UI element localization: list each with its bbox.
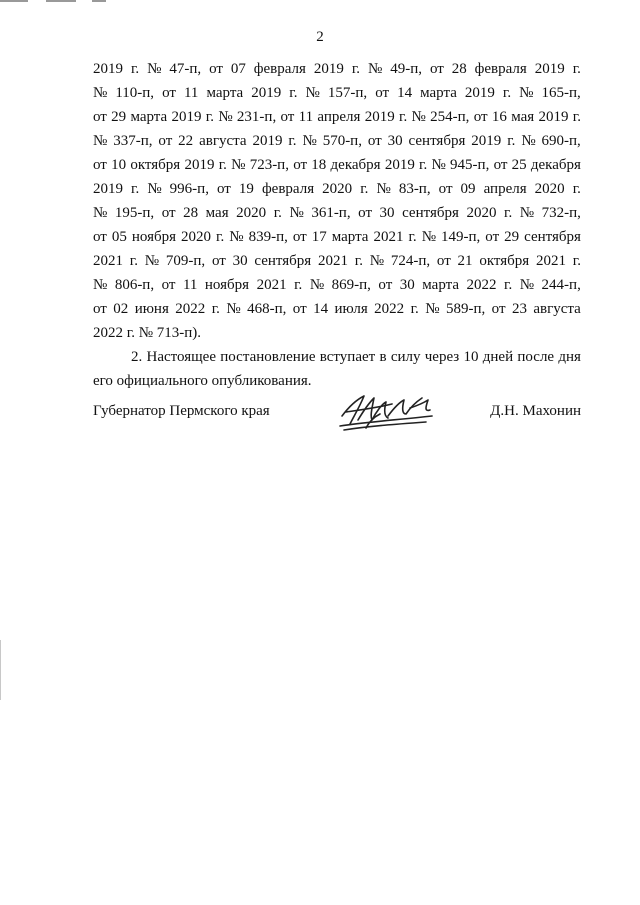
text-word: февраля (253, 61, 306, 77)
text-word: от (161, 277, 176, 293)
text-word: г. (211, 301, 220, 317)
text-word: 2020 (236, 205, 267, 221)
text-word: мая (205, 205, 229, 221)
text-word: 2019 (252, 133, 283, 149)
text-word: 17 (311, 229, 327, 245)
text-word: сентября (408, 133, 466, 149)
text-word: 337-п, (113, 133, 153, 149)
text-word: г. (351, 61, 361, 77)
text-word: марта (331, 229, 369, 245)
text-word: 2021 (256, 277, 287, 293)
text-word: от (93, 301, 107, 317)
text-word: февраля (474, 61, 527, 77)
text-word: 2019 (384, 157, 415, 173)
text-word: 361-п, (311, 205, 351, 221)
text-word: 2022 г. № 713-п). (93, 325, 202, 341)
text-word: 16 (491, 109, 507, 125)
text-word: 996-п, (169, 181, 209, 197)
text-word: 2022 (175, 301, 206, 317)
text-word: марта (422, 277, 460, 293)
text-word: от (429, 61, 444, 77)
text-word: 2022 (374, 301, 405, 317)
text-word: № (521, 133, 536, 149)
text-word: 25 (511, 157, 527, 173)
text-word: № (309, 277, 325, 293)
text-word: от (491, 301, 506, 317)
text-word: 2019 (93, 181, 123, 197)
text-word: в (379, 349, 387, 365)
text-line (93, 249, 581, 273)
text-word: августа (533, 301, 581, 317)
text-line (93, 153, 581, 177)
text-word: от (93, 109, 107, 125)
text-word: № (369, 253, 385, 269)
text-word: от (378, 277, 393, 293)
text-word: 2020 (466, 205, 497, 221)
text-word: 724-п, (390, 253, 431, 269)
text-word: 18 (311, 157, 327, 173)
text-word: от (436, 253, 451, 269)
text-word: 165-п, (541, 85, 581, 101)
text-word: от (292, 301, 307, 317)
text-word: от (93, 229, 107, 245)
text-word: 2019 (251, 85, 282, 101)
signer-name: Д.Н. Махонин (490, 403, 581, 419)
text-word: вступает (319, 349, 376, 365)
text-word: от (280, 109, 295, 125)
text-word: дней (482, 349, 514, 365)
text-word: 2019 (538, 109, 569, 125)
text-word: декабря (330, 157, 381, 173)
text-word: сентября (402, 205, 459, 221)
text-word: № (218, 109, 233, 125)
text-word: 11 (298, 109, 314, 125)
text-word: 19 (238, 181, 254, 197)
scan-artifact-top (0, 0, 28, 2)
text-word: 11 (183, 85, 199, 101)
text-line (93, 225, 581, 249)
text-word: 2021 (536, 253, 566, 269)
text-word: 723-п, (249, 157, 289, 173)
text-word: г. (572, 253, 581, 269)
text-word: Настоящее (146, 349, 217, 365)
text-word: 2019 (313, 61, 344, 77)
text-word: 30 (387, 133, 403, 149)
text-word: г. (294, 277, 303, 293)
text-word: 83-п, (398, 181, 431, 197)
text-word: от (217, 181, 231, 197)
text-word: 231-п, (236, 109, 277, 125)
text-word: от (438, 181, 453, 197)
text-word: 10 (111, 157, 127, 173)
text-word: 709-п, (165, 253, 206, 269)
text-word: 468-п, (247, 301, 287, 317)
text-word: 47-п, (169, 61, 202, 77)
text-word: 110-п, (115, 85, 155, 101)
text-word: № (367, 61, 383, 77)
text-word: г. (354, 253, 363, 269)
text-word: декабря (530, 157, 581, 173)
text-word: марта (130, 109, 168, 125)
text-word: 2019 (184, 157, 215, 173)
text-line (93, 201, 581, 225)
text-word: от (211, 253, 226, 269)
document-body (93, 57, 581, 393)
text-word: № (93, 85, 108, 101)
text-word: 149-п, (441, 229, 481, 245)
text-word: 839-п, (248, 229, 288, 245)
text-word: после (517, 349, 555, 365)
text-line (93, 297, 581, 321)
signer-title: Губернатор Пермского края (93, 403, 270, 419)
text-line (93, 105, 581, 129)
text-line (93, 273, 581, 297)
text-word: 49-п, (390, 61, 422, 77)
text-word: г. (410, 301, 419, 317)
text-word: октября (130, 157, 181, 173)
text-word: апреля (483, 181, 527, 197)
text-word: силу (390, 349, 421, 365)
text-word: от (473, 109, 488, 125)
text-word: 02 (113, 301, 129, 317)
text-word: г. (130, 61, 140, 77)
text-word: 945-п, (450, 157, 490, 173)
text-word: № (93, 133, 108, 149)
text-word: 30 (399, 277, 415, 293)
text-word: № (93, 205, 108, 221)
text-word: № (93, 277, 108, 293)
text-word: июня (134, 301, 169, 317)
text-line (93, 345, 581, 369)
text-word: № (147, 61, 162, 77)
text-word: 30 (232, 253, 248, 269)
text-word: 22 (178, 133, 194, 149)
text-word: от (293, 157, 308, 173)
text-word: 2020 (181, 229, 212, 245)
text-word: 570-п, (322, 133, 362, 149)
text-word: июля (334, 301, 368, 317)
scan-artifact-top (92, 0, 106, 2)
text-word: г. (399, 109, 408, 125)
text-line (93, 129, 581, 153)
text-word: 589-п, (445, 301, 486, 317)
text-word: 23 (511, 301, 527, 317)
text-word: ноября (131, 229, 177, 245)
text-word: апреля (317, 109, 361, 125)
text-word: № (231, 157, 246, 173)
text-word: 14 (397, 85, 413, 101)
text-word: от (161, 205, 176, 221)
text-word: № (147, 181, 162, 197)
text-word: 28 (451, 61, 467, 77)
text-word: от (367, 133, 382, 149)
text-word: августа (199, 133, 247, 149)
text-word: № (229, 229, 244, 245)
text-word: 2019 (364, 109, 395, 125)
text-line (93, 81, 581, 105)
text-word: от (162, 85, 176, 101)
text-word: 2019 (464, 85, 495, 101)
text-word: 2019 (171, 109, 202, 125)
handwritten-signature (336, 386, 436, 436)
text-word: от (292, 229, 307, 245)
text-word: сентября (524, 229, 581, 245)
text-word: 2020 (322, 181, 353, 197)
text-word: от (209, 61, 223, 77)
text-word: от (375, 85, 390, 101)
text-word: № (302, 133, 317, 149)
text-word: 09 (460, 181, 476, 197)
text-word: г. (273, 205, 282, 221)
text-word: г. (507, 133, 516, 149)
text-word: 21 (457, 253, 473, 269)
text-word: от (485, 229, 500, 245)
text-word: № (411, 109, 426, 125)
text-word: 10 (463, 349, 479, 365)
text-word: 869-п, (331, 277, 371, 293)
text-word: 2021 (317, 253, 348, 269)
text-word: 732-п, (541, 205, 581, 221)
text-word: № (289, 205, 304, 221)
text-word: постановление (220, 349, 316, 365)
text-word: г. (289, 85, 298, 101)
text-word: № (144, 253, 160, 269)
text-line (93, 57, 581, 81)
text-word: 157-п, (327, 85, 368, 101)
text-word: г. (205, 109, 215, 125)
text-word: февраля (261, 181, 315, 197)
text-word: 2021 (373, 229, 404, 245)
text-word: № (376, 181, 391, 197)
text-word: 29 (504, 229, 520, 245)
scan-artifact-top (46, 0, 76, 2)
text-word: от (493, 157, 508, 173)
text-word: г. (504, 277, 513, 293)
text-word: г. (129, 253, 138, 269)
text-word: № (519, 277, 535, 293)
text-word: № (305, 85, 320, 101)
text-word: 2021 (93, 253, 123, 269)
text-word: № (519, 85, 534, 101)
text-word: 2022 (466, 277, 497, 293)
text-word: г. (504, 205, 513, 221)
text-word: 244-п, (541, 277, 581, 293)
text-word: № (431, 157, 446, 173)
text-word: г. (218, 157, 227, 173)
text-word: 2020 (534, 181, 565, 197)
text-word: сентября (254, 253, 312, 269)
text-word: № (519, 205, 535, 221)
text-word: 28 (183, 205, 199, 221)
text-word: 30 (379, 205, 395, 221)
text-word: 29 (111, 109, 127, 125)
text-word: от (358, 205, 372, 221)
text-word: 2019 (471, 133, 502, 149)
text-word: г. (502, 85, 512, 101)
text-word: от (93, 157, 107, 173)
text-word: г. (572, 181, 581, 197)
text-word: 11 (182, 277, 198, 293)
text-word: 14 (313, 301, 329, 317)
page-number: 2 (316, 29, 324, 45)
text-word: г. (419, 157, 428, 173)
text-word: г. (408, 229, 417, 245)
text-word: дня (558, 349, 581, 365)
text-word: 05 (111, 229, 127, 245)
text-word: г. (572, 61, 581, 77)
text-word: марта (206, 85, 244, 101)
signature-block (93, 402, 581, 426)
text-word: его официального опубликования. (93, 373, 312, 389)
text-word: 806-п, (114, 277, 155, 293)
text-word: 195-п, (114, 205, 155, 221)
text-word: 690-п, (541, 133, 581, 149)
text-word: г. (360, 181, 369, 197)
text-word: мая (511, 109, 535, 125)
text-word: марта (420, 85, 457, 101)
text-line (93, 177, 581, 201)
text-line (93, 321, 581, 345)
text-word: г. (288, 133, 297, 149)
text-word: ноября (204, 277, 250, 293)
text-word: 2. (131, 349, 143, 365)
text-word: г. (131, 181, 140, 197)
scan-artifact-left-edge (0, 640, 1, 700)
text-word: 2019 (93, 61, 123, 77)
text-word: № (425, 301, 440, 317)
text-word: 2019 (534, 61, 565, 77)
text-word: 07 (230, 61, 246, 77)
text-word: г. (572, 109, 581, 125)
text-word: октября (479, 253, 530, 269)
text-word: № (226, 301, 241, 317)
text-word: через (424, 349, 460, 365)
text-word: г. (216, 229, 225, 245)
text-word: от (158, 133, 173, 149)
text-word: 254-п, (430, 109, 470, 125)
text-word: № (421, 229, 436, 245)
